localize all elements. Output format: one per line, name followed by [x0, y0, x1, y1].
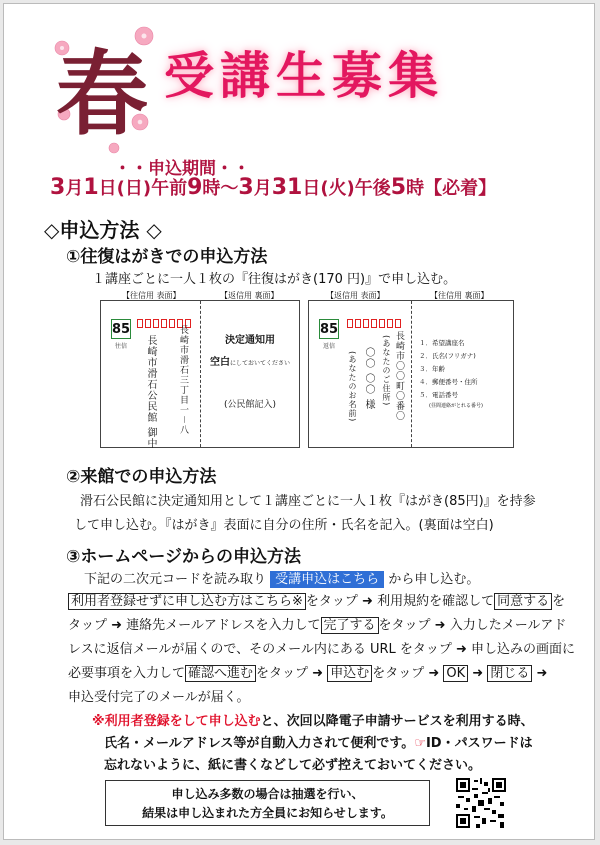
no-registration-button[interactable]: 利用者登録せずに申し込む方はこちら※: [68, 593, 306, 610]
lottery-notice: 申し込み多数の場合は抽選を行い、 結果は申し込まれた方全員にお知らせします。: [105, 780, 430, 826]
method1-desc: １講座ごとに一人１枚の『往復はがき(170 円)』で申し込む。: [92, 272, 457, 287]
submit-button[interactable]: 申込む: [327, 665, 372, 682]
postage-stamp: 85: [111, 319, 131, 339]
qr-code-icon[interactable]: [456, 778, 506, 828]
registration-note: ※利用者登録をして申し込むと、次回以降電子申請サービスを利用する時、: [92, 714, 534, 729]
method2-title: ②来館での申込方法: [66, 467, 217, 487]
addressee: 長崎市滑石公民館 御中: [145, 335, 156, 450]
reply-postcard-outgoing: 85 往信 長崎市滑石公民館 御中 長崎市滑石三丁目一－八 決定通知用 空白にしておいてください (公民館記入): [100, 300, 300, 448]
agree-button[interactable]: 同意する: [494, 593, 552, 610]
flyer-page: 春 受講生募集 ・・申込期間・・ 3月1日(日)午前9時〜3月31日(火)午後5時【必着】 ◇申込方法 ◇ ①往復はがきでの申込方法 １講座ごとに一人１枚の『往復はがき(170 円)』で申し込む。 【往信用 表面】 【返信用 裏面】 85 往信 長崎市滑石公民館 御中 長崎市滑石三丁目一－八 決定通知用 空白にしておいてください (公民館記入) 【返信用 表面】 【往信用 裏面】 85 返信 長崎市〇〇町〇番〇 (あなたのご住所) 〇〇 〇〇 様 (あなたのお名前) １．希望講座名 ２．氏名(フリガナ) ３．年齢 ４．郵便番号・住所 ５．電話番号 (昼間連絡がとれる番号) ②来館での申込方法 滑石公民館に決定通知用として１講座ごとに一人１枚『はがき(85円)』を持参 して申し込む。『はがき』表面に自分の住所・氏名を記入。(裏面は空白) ③ホームページからの申込方法 下記の二次元コードを読み取り 受講申込はこちら から申し込む。 利用者登録せずに申し込む方はこちら※ をタップ ➜ 利用規約を確認して 同意する を タップ ➜ 連絡先メールアドレスを入力して 完了する をタップ ➜ 入力したメールアド レスに返信メールが届くので、そのメール内にある URL をタップ ➜ 申し込みの画面に 必要事項を入力して 確認へ進む をタップ ➜ 申込む をタップ ➜ OK ➜ 閉じる ➜ 申込受付完了のメールが届く。 ※利用者登録をして申し込むと、次回以降電子申請サービスを利用する時、 氏名・メールアドレス等が自動入力されて便利です。☞ID・パスワードは 忘れないように、紙に書くなどして必ず控えておいてください。 申し込み多数の場合は抽選を行い、 結果は申し込まれた方全員にお知らせします。: [3, 3, 595, 840]
ok-button[interactable]: OK: [443, 665, 468, 682]
period-label: ・・申込期間・・: [114, 159, 250, 179]
card-right-caption-front: 【返信用 表面】: [326, 291, 385, 300]
card-right-caption-back: 【往信用 裏面】: [430, 291, 489, 300]
period-dates: 3月1日(日)午前9時〜3月31日(火)午後5時【必着】: [50, 175, 497, 200]
close-button[interactable]: 閉じる: [487, 665, 532, 682]
card-left-caption-front: 【往信用 表面】: [122, 291, 181, 300]
postage-stamp-return: 85: [319, 319, 339, 339]
application-items: １．希望講座名 ２．氏名(フリガナ) ３．年齢 ４．郵便番号・住所 ５．電話番号 (昼間連絡がとれる番号): [419, 339, 483, 409]
card-left-caption-back: 【返信用 裏面】: [220, 291, 279, 300]
complete-button[interactable]: 完了する: [321, 617, 379, 634]
section-title: ◇申込方法 ◇: [44, 218, 162, 242]
haru-char: 春: [55, 40, 149, 148]
confirm-button[interactable]: 確認へ進む: [185, 665, 256, 682]
method1-title: ①往復はがきでの申込方法: [66, 247, 268, 267]
reply-postcard-return: 85 返信 長崎市〇〇町〇番〇 (あなたのご住所) 〇〇 〇〇 様 (あなたのお名前) １．希望講座名 ２．氏名(フリガナ) ３．年齢 ４．郵便番号・住所 ５．電話番号 (昼間連絡がとれる番号): [308, 300, 514, 448]
address: 長崎市滑石三丁目一－八: [178, 325, 188, 436]
haru-blossom-logo: [44, 18, 164, 158]
page-title: 受講生募集: [164, 47, 444, 105]
method3-title: ③ホームページからの申込方法: [66, 547, 302, 567]
apply-here-button[interactable]: 受講申込はこちら: [270, 571, 384, 588]
pointing-hand-icon: ☞: [414, 736, 426, 751]
